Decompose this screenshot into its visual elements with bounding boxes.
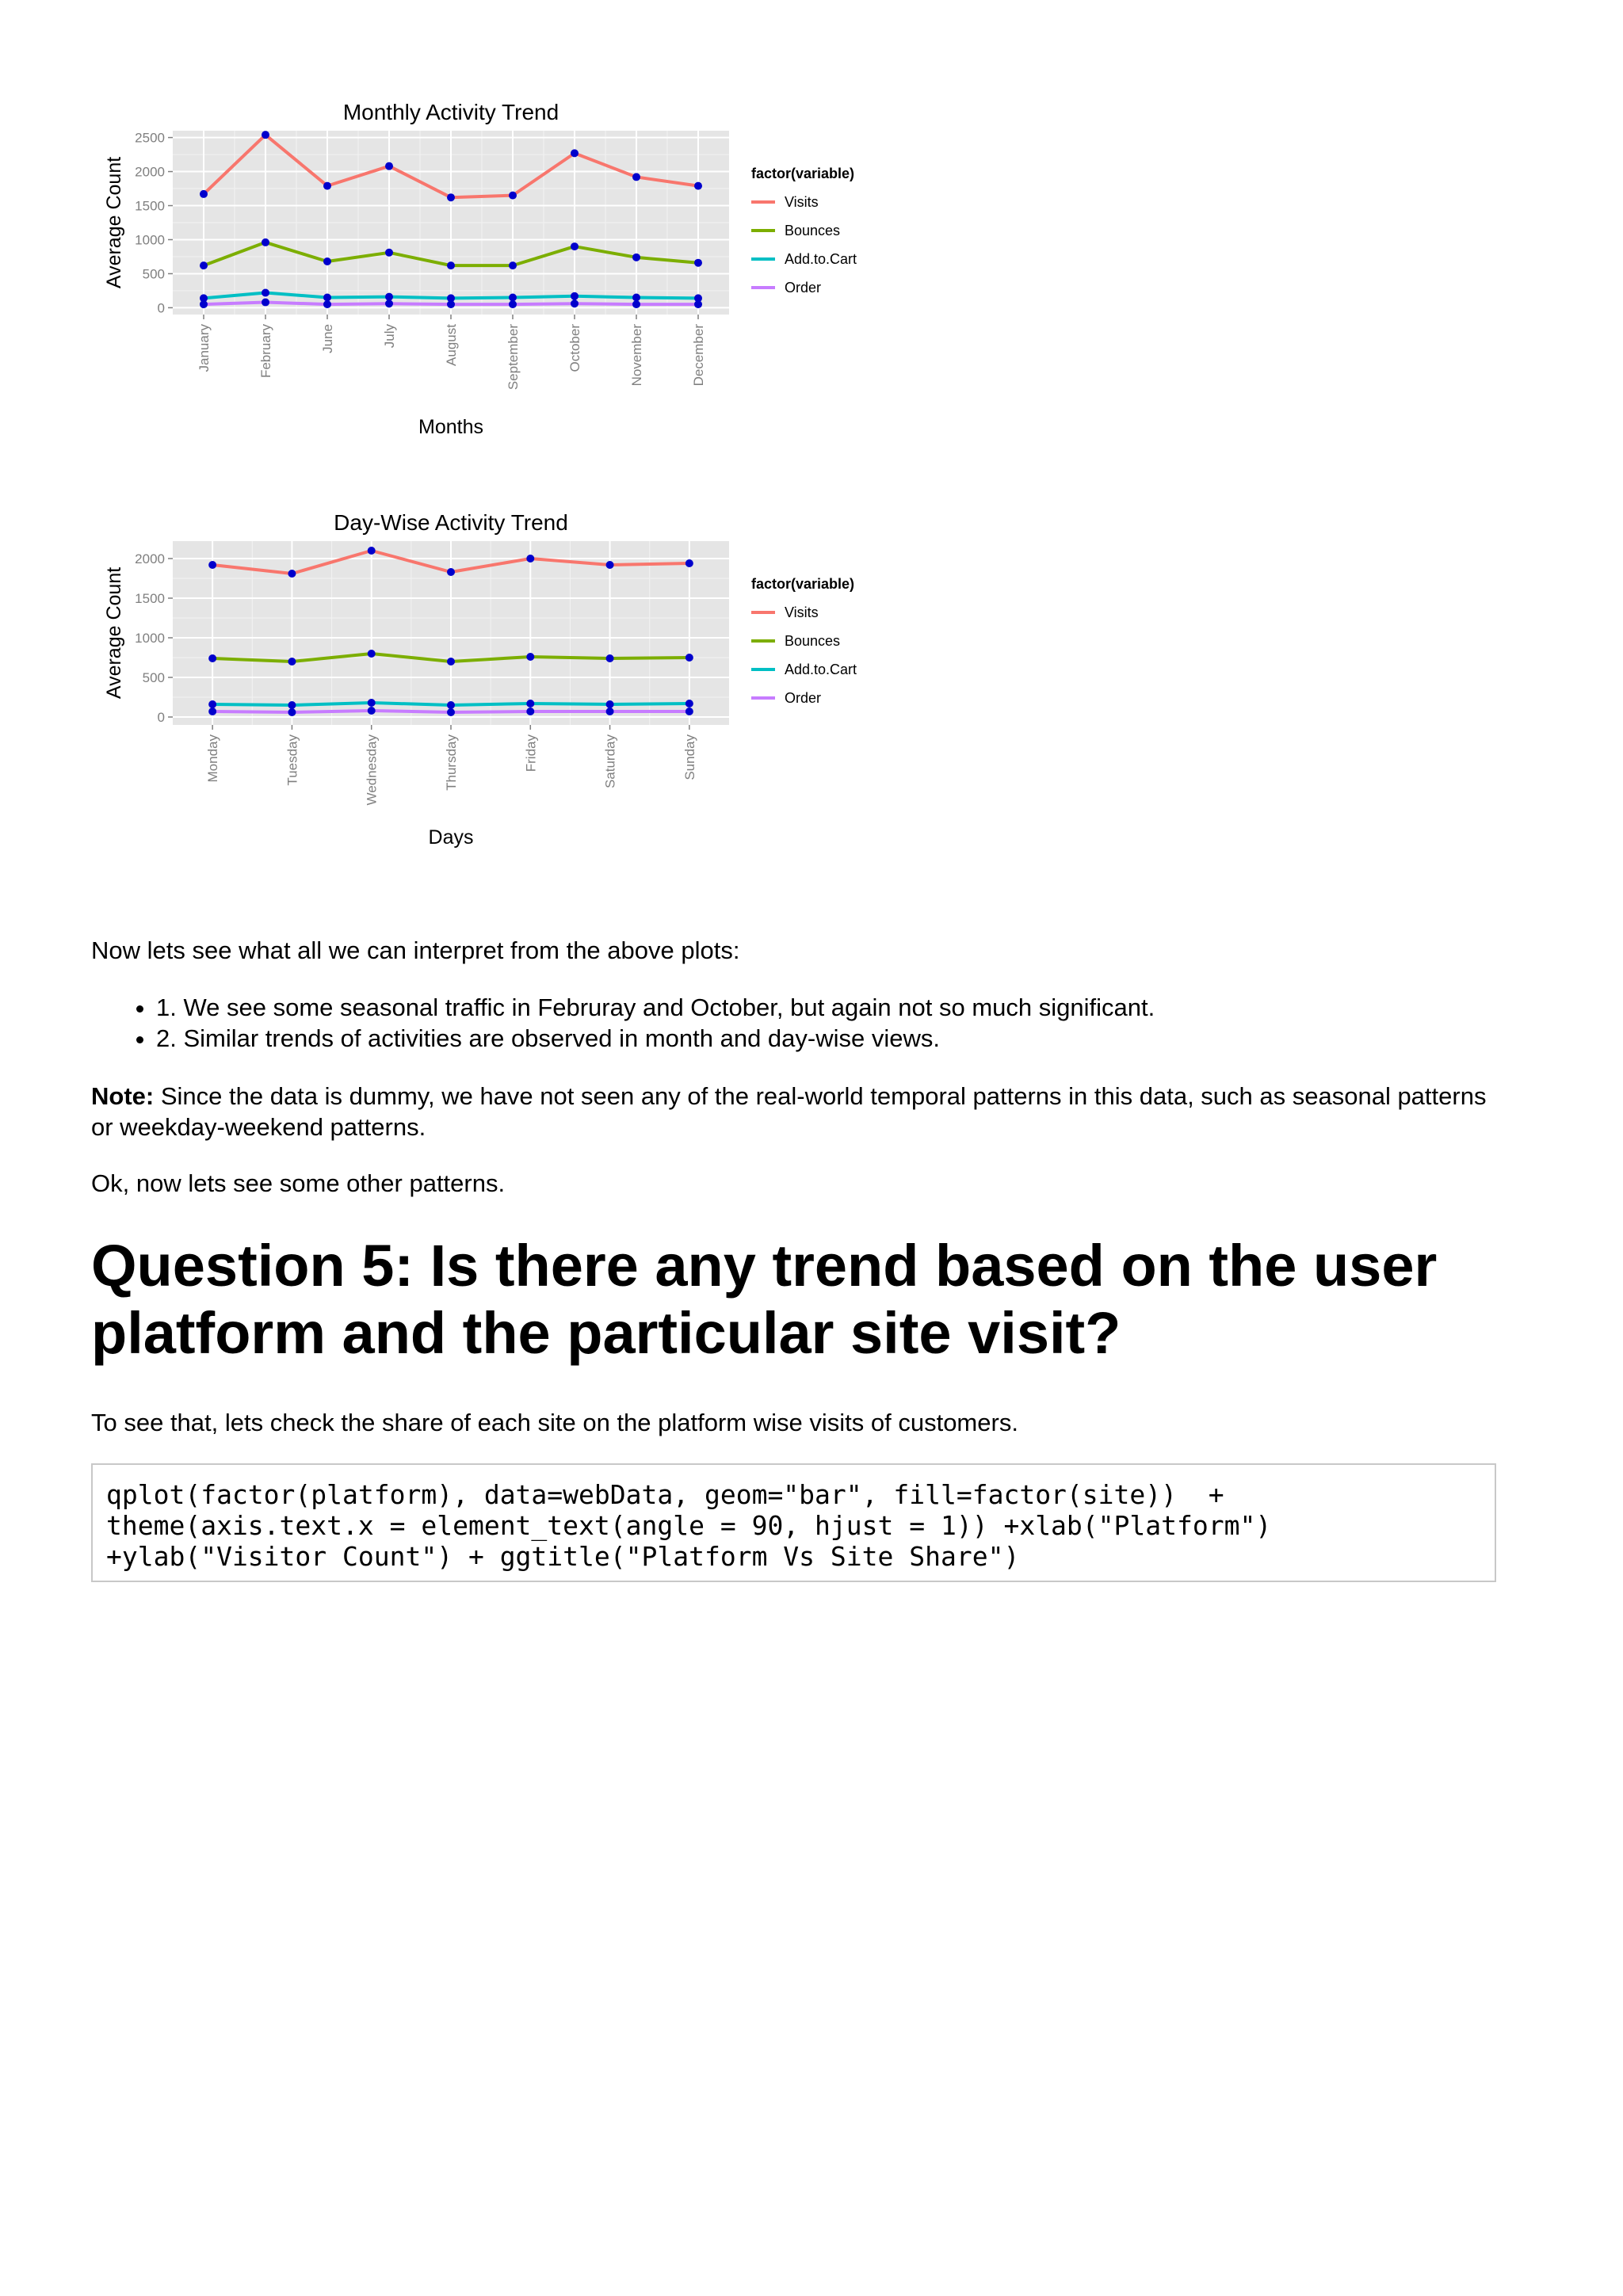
x-tick-label: September — [506, 324, 521, 391]
code-block: qplot(factor(platform), data=webData, geom="bar", fill=factor(site)) + theme(axis.text.x = element_text(angle = 90, hjust = 1)) +xlab("Platform") +ylab("Visitor Count") + ggtitle("Platform Vs Site Share") — [91, 1463, 1496, 1582]
data-point — [262, 131, 269, 139]
data-point — [509, 261, 517, 269]
data-point — [632, 254, 640, 261]
data-point — [526, 653, 534, 661]
data-point — [288, 708, 296, 716]
y-tick-label: 0 — [157, 710, 165, 725]
data-point — [208, 700, 216, 708]
data-point — [323, 294, 331, 302]
outro-paragraph: Ok, now lets see some other patterns. — [91, 1169, 506, 1197]
data-point — [685, 654, 693, 662]
data-point — [509, 192, 517, 200]
data-point — [368, 650, 376, 658]
data-point — [606, 700, 614, 708]
data-point — [526, 555, 534, 563]
y-tick-label: 500 — [142, 670, 165, 685]
data-point — [632, 173, 640, 181]
x-axis-title: Months — [418, 416, 483, 438]
x-tick-label: Thursday — [444, 734, 459, 791]
intro-paragraph: Now lets see what all we can interpret from the above plots: — [91, 936, 740, 964]
legend-label: Visits — [785, 194, 819, 210]
data-point — [368, 699, 376, 707]
y-tick-label: 1500 — [135, 591, 165, 606]
data-point — [685, 707, 693, 715]
x-tick-label: August — [444, 324, 459, 366]
finding-item: • 2. Similar trends of activities are observed in month and day-wise views. — [156, 1023, 1487, 1054]
data-point — [571, 299, 579, 307]
data-point — [632, 300, 640, 308]
legend-title: factor(variable) — [751, 166, 855, 181]
data-point — [447, 701, 455, 709]
data-point — [606, 707, 614, 715]
x-tick-label: Monday — [205, 734, 221, 783]
note-paragraph — [91, 1081, 1487, 1142]
data-point — [368, 547, 376, 555]
data-point — [571, 149, 579, 157]
legend-label: Add.to.Cart — [785, 662, 857, 677]
data-point — [323, 300, 331, 308]
data-point — [632, 294, 640, 302]
x-tick-label: October — [567, 324, 582, 372]
legend-title: factor(variable) — [751, 576, 855, 592]
y-tick-label: 1500 — [135, 198, 165, 214]
data-point — [606, 561, 614, 569]
see-that-paragraph: To see that, lets check the share of each site on the platform wise visits of customers. — [91, 1409, 1018, 1436]
data-point — [447, 193, 455, 201]
data-point — [200, 300, 208, 308]
data-point — [368, 707, 376, 715]
data-point — [606, 654, 614, 662]
data-point — [385, 299, 393, 307]
data-point — [571, 242, 579, 250]
y-tick-label: 2000 — [135, 551, 165, 566]
x-axis-title: Days — [428, 826, 474, 849]
x-tick-label: Friday — [523, 734, 539, 772]
data-point — [200, 190, 208, 198]
data-point — [694, 182, 702, 190]
y-axis-title: Average Count — [103, 156, 125, 289]
data-point — [385, 249, 393, 257]
data-point — [262, 289, 269, 297]
data-point — [288, 701, 296, 709]
legend-label: Order — [785, 280, 822, 296]
data-point — [685, 559, 693, 567]
data-point — [447, 300, 455, 308]
x-tick-label: November — [629, 324, 644, 387]
data-point — [509, 300, 517, 308]
legend-label: Bounces — [785, 633, 841, 649]
data-point — [288, 658, 296, 666]
x-tick-label: December — [691, 324, 706, 387]
monthly-activity-chart — [103, 97, 896, 493]
data-point — [385, 162, 393, 170]
legend-label: Visits — [785, 605, 819, 620]
y-tick-label: 1000 — [135, 631, 165, 646]
finding-item: • 1. We see some seasonal traffic in Februray and October, but again not so much significant. — [156, 992, 1487, 1023]
data-point — [694, 259, 702, 267]
chart-title: Day-Wise Activity Trend — [334, 510, 568, 535]
x-tick-label: February — [258, 324, 273, 379]
x-tick-label: Tuesday — [285, 734, 300, 786]
x-tick-label: Wednesday — [364, 734, 380, 806]
legend-label: Add.to.Cart — [785, 251, 857, 267]
daywise-activity-chart — [103, 507, 896, 903]
data-point — [200, 261, 208, 269]
data-point — [208, 707, 216, 715]
data-point — [323, 257, 331, 265]
chart-title: Monthly Activity Trend — [342, 100, 559, 124]
data-point — [526, 707, 534, 715]
x-tick-label: June — [320, 324, 335, 353]
daywise-activity-chart-svg — [103, 507, 896, 903]
data-point — [447, 568, 455, 576]
y-tick-label: 0 — [157, 300, 165, 316]
data-point — [385, 293, 393, 301]
data-point — [571, 292, 579, 300]
data-point — [262, 238, 269, 246]
x-tick-label: Sunday — [682, 734, 697, 780]
y-axis-title: Average Count — [103, 566, 125, 700]
x-tick-label: Saturday — [602, 734, 618, 789]
x-tick-label: July — [382, 324, 397, 349]
data-point — [208, 561, 216, 569]
x-tick-label: January — [197, 324, 212, 372]
note-label: Note: — [91, 1082, 155, 1110]
data-point — [447, 708, 455, 716]
y-tick-label: 2000 — [135, 164, 165, 180]
data-point — [526, 700, 534, 707]
y-tick-label: 2500 — [135, 130, 165, 146]
data-point — [447, 261, 455, 269]
data-point — [509, 294, 517, 302]
data-point — [288, 570, 296, 578]
note-text: Since the data is dummy, we have not seen any of the real-world temporal patterns in this data, such as seasonal patterns or weekday-weekend patterns. — [91, 1082, 1487, 1141]
question-heading: Question 5: Is there any trend based on the user platform and the particular site visit? — [91, 1233, 1438, 1366]
y-tick-label: 500 — [142, 266, 165, 282]
data-point — [262, 299, 269, 307]
legend-label: Order — [785, 690, 822, 706]
monthly-activity-chart-svg — [103, 97, 896, 493]
data-point — [447, 658, 455, 666]
data-point — [694, 300, 702, 308]
findings-list — [91, 992, 1487, 1054]
y-tick-label: 1000 — [135, 232, 165, 248]
data-point — [685, 700, 693, 707]
data-point — [323, 182, 331, 190]
data-point — [208, 654, 216, 662]
legend-label: Bounces — [785, 223, 841, 238]
